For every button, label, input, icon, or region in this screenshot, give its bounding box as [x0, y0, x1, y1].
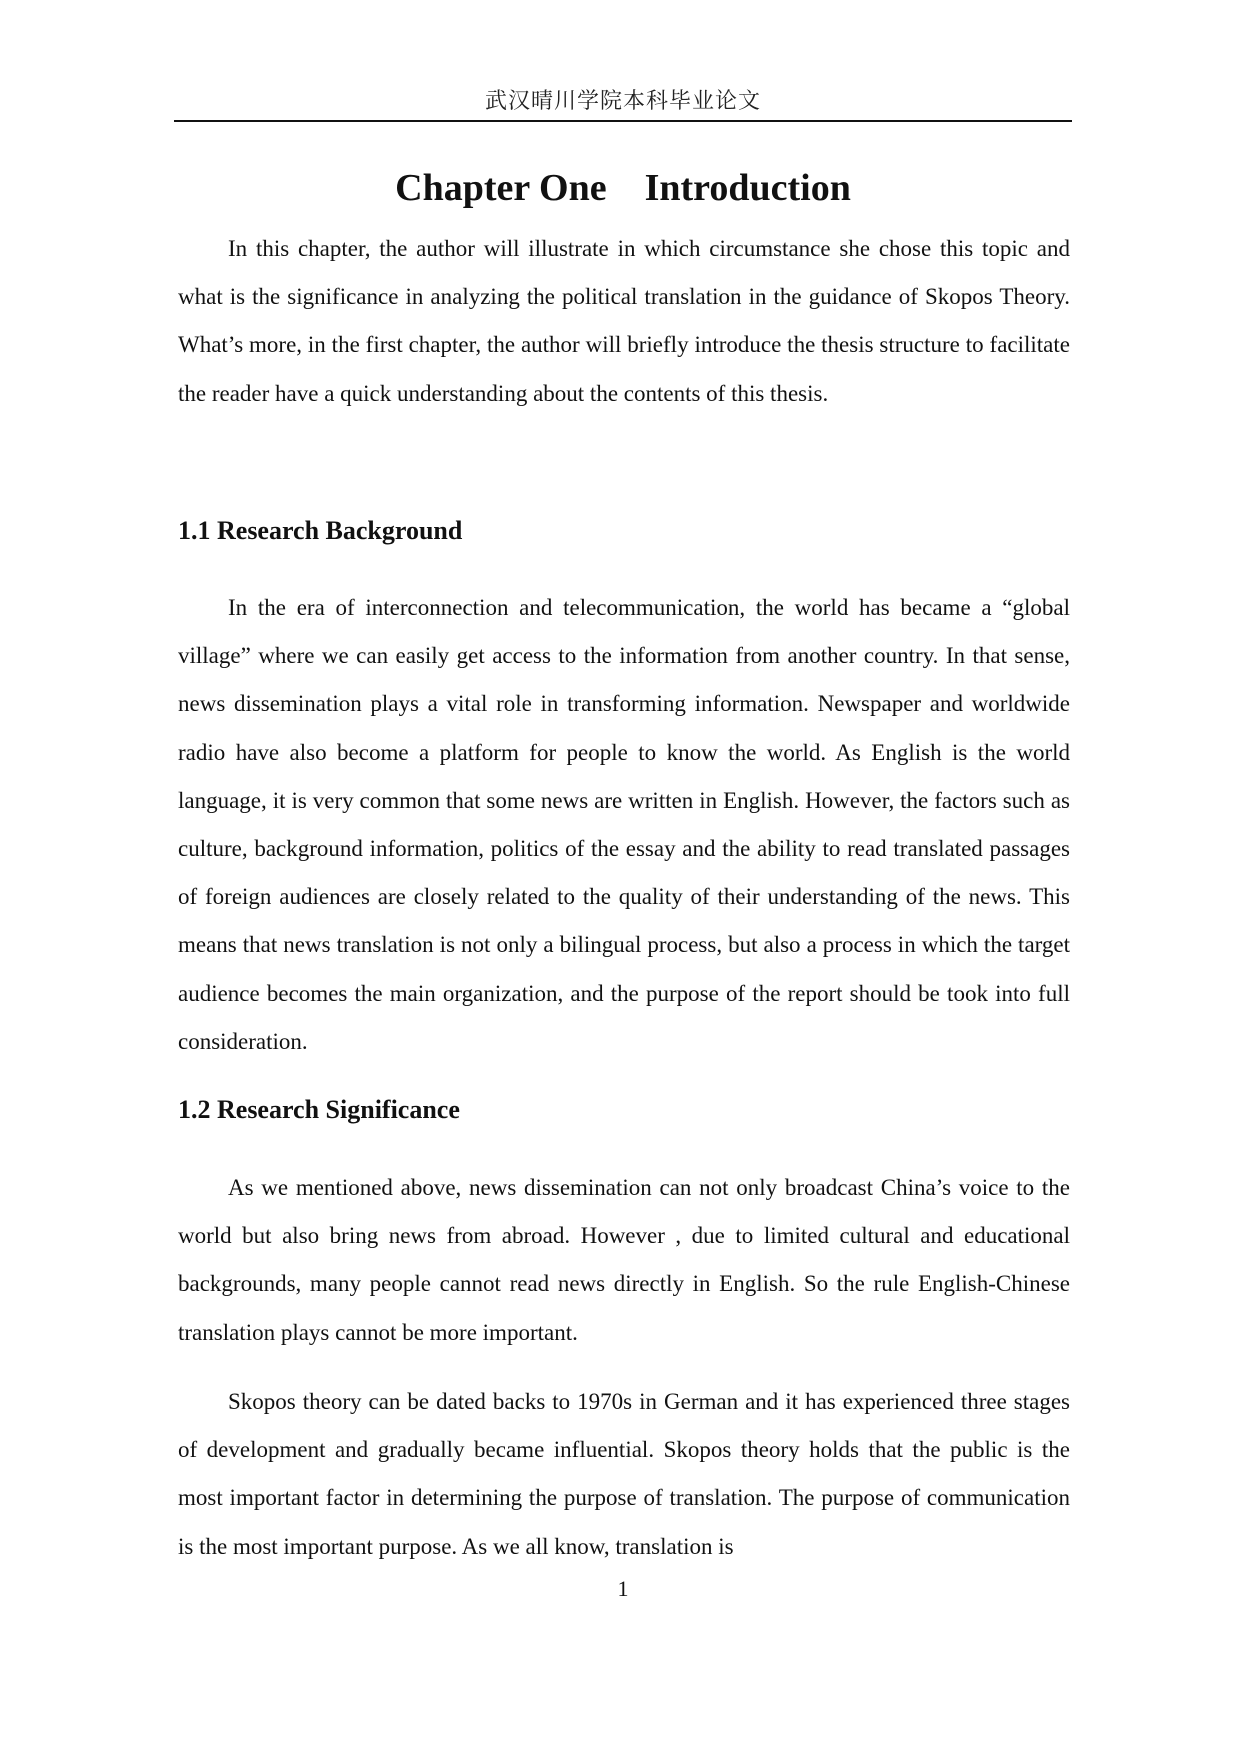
section-heading-research-significance: 1.2 Research Significance: [178, 1095, 460, 1124]
intro-section: [178, 225, 1070, 418]
running-header: 武汉晴川学院本科毕业论文: [484, 89, 761, 114]
intro-paragraph: In this chapter, the author will illustrate in which circumstance she chose this topic and what is the significance in analyzing the political translation in the guidance of Skopos Theory. What’s more, in the first chapter, the author will briefly introduce the thesis structure to facilitate the reader have a quick understanding about the contents of this thesis.: [178, 236, 1070, 406]
research-significance-section-continued: [178, 1378, 1070, 1571]
research-significance-section: [178, 1164, 1070, 1357]
section-heading-research-background: 1.1 Research Background: [178, 516, 463, 545]
research-background-paragraph: In the era of interconnection and telecommunication, the world has became a “global village” where we can easily get access to the information from another country. In that sense, news dissemination plays a vital role in transforming information. Newspaper and worldwide radio have also become a platform for people to know the world. As English is the world language, it is very common that some news are written in English. However, the factors such as culture, background information, politics of the essay and the ability to read translated passages of foreign audiences are closely related to the quality of their understanding of the news. This means that news translation is not only a bilingual process, but also a process in which the target audience becomes the main organization, and the purpose of the report should be took into full consideration.: [178, 595, 1070, 1054]
chapter-name: Introduction: [644, 167, 851, 209]
chapter-title: [174, 166, 1072, 210]
chapter-label: Chapter One: [395, 167, 607, 209]
research-background-section: [178, 584, 1070, 1066]
research-significance-paragraph-1: As we mentioned above, news dissemination can not only broadcast China’s voice to the world but also bring news from abroad. However , due to limited cultural and educational backgrounds, many people cannot read news directly in English. So the rule English-Chinese translation plays cannot be more important.: [178, 1175, 1070, 1345]
research-significance-paragraph-2: Skopos theory can be dated backs to 1970s in German and it has experienced three stages of development and gradually became influential. Skopos theory holds that the public is the most important factor in determining the purpose of translation. The purpose of communication is the most important purpose. As we all know, translation is: [178, 1389, 1070, 1559]
header-rule: [174, 120, 1072, 122]
page-number: 1: [617, 1576, 629, 1601]
